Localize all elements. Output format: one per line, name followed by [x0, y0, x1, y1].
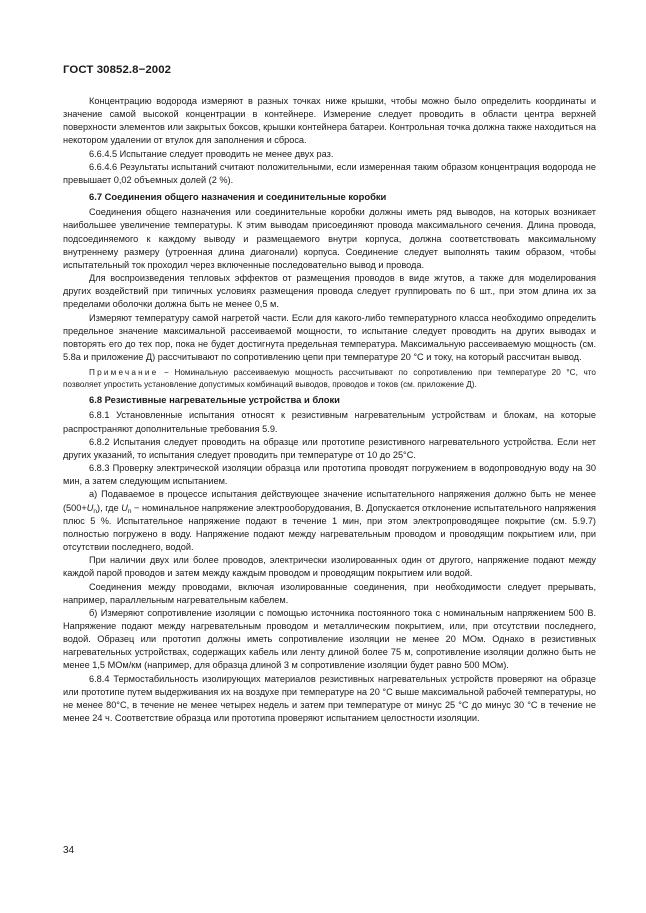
paragraph: 6.6.4.5 Испытание следует проводить не менее двух раз. — [89, 148, 334, 159]
document-header: ГОСТ 30852.8−2002 — [63, 64, 172, 76]
paragraph: 6.8.1 Установленные испытания относят к резистивным нагревательным устройствам и блокам, на которые распространяют дополнительные требования 5.9. — [63, 410, 596, 434]
subscript-n: n — [127, 507, 132, 515]
section-heading-6-8: 6.8 Резистивные нагревательные устройства и блоки — [89, 394, 340, 406]
paragraph: б) Измеряют сопротивление изоляции с помощью источника постоянного тока с номинальным напряжением 500 В. Напряжение подают между нагревательным проводом и металлическим покрытием, или, при отсутствии последнего, водой. Образец или прототип должны иметь сопротивление изоляции не менее 20 МОм. Однако в резистивных нагревательных устройствах, содержащих кабель или ленту длиной более 75 м, сопротивление изоляции должно быть не менее 1,5 МОм/км (например, для образца длиной 3 м сопротивление изоляции будет равно 500 МОм). — [63, 607, 596, 671]
note-lead: Примечание — [89, 368, 159, 378]
paragraph: Концентрацию водорода измеряют в разных точках ниже крышки, чтобы можно было определить координаты и значение самой высокой концентрации в контейнере. Измерение следует проводить в области центра верхней поверхности элементов или закрытых боксов, крышки контейнера батареи. Контрольная точка должна также находиться на некотором удалении от втулок для заполнения и сброса. — [63, 96, 596, 146]
document-body — [63, 95, 596, 725]
paragraph: Для воспроизведения тепловых эффектов от размещения проводов в виде жгутов, а также для моделирования других воздействий при типичных условиях размещения провода следует группировать по 6 шт., при этом длина их за пределами оболочки должна быть не менее 0,5 м. — [63, 273, 596, 310]
paragraph: Соединения общего назначения или соединительные коробки должны иметь ряд выводов, на которых возникает наибольшее увеличение температуры. К этим выводам присоединяют провода максимального сечения. Длина провода, подсоединяемого к каждому выводу и размещаемого внутри корпуса, должна соответствовать максимальному внутреннему размеру (утроенная длина диагонали) корпуса. Соединение следует выполнять таким образом, чтобы испытательный ток проходил через включенные последовательно вывод и провода. — [63, 207, 596, 270]
paragraph: 6.8.3 Проверку электрической изоляции образца или прототипа проводят погружением в водопроводную воду на 30 мин, а затем следующим испытанием. — [63, 463, 596, 487]
text-fragment: ), где — [97, 502, 122, 513]
note-text: − Номинальную рассеиваемую мощность рассчитывают по сопротивлению при температуре 20 °С, что позволяет упростить установление допустимых комбинаций выводов, проводов и токов (см. приложение Д). — [63, 368, 596, 389]
text-fragment: − номинальное напряжение электрооборудования, В. Допускается отклонение испытательного напряжения плюс 5 %. Испытательное напряжение подают в течение 1 мин, при этом электропроводящее покрытие (см. 5.9.7) полностью погружено в воду. Напряжение подают между нагревательным проводом и проводящим покрытием или, при отсутствии последнего, водой. — [63, 502, 596, 553]
symbol-u: U — [86, 502, 94, 513]
paragraph — [63, 488, 596, 554]
paragraph: 6.6.4.6 Результаты испытаний считают положительными, если измеренная таким образом концентрация водорода не превышает 0,02 объемных долей (2 %). — [63, 161, 596, 185]
subscript-n: n — [93, 507, 98, 515]
page-number: 34 — [63, 845, 75, 856]
text-fragment: а) Подаваемое в процессе испытания действующее значение испытательного напряжения должно быть не менее (500+ — [63, 489, 596, 513]
paragraph: При наличии двух или более проводов, электрически изолированных один от другого, напряжение подают между каждой парой проводов и затем между каждым проводом и проводящим покрытием или водой. — [63, 555, 596, 579]
note — [63, 367, 596, 390]
paragraph: Соединения между проводами, включая изолированные соединения, при необходимости следует прерывать, например, параллельным нагревательным кабелем. — [63, 581, 596, 605]
paragraph: 6.8.2 Испытания следует проводить на образце или прототипе резистивного нагревательного устройства. Если нет других указаний, то испытания следует проводить при температуре от 10 до 25°С. — [63, 436, 596, 460]
paragraph: Измеряют температуру самой нагретой части. Если для какого-либо температурного класса необходимо определить предельное значение максимальной рассеиваемой мощности, то испытание следует проводить на других выводах и повторять его до тех пор, пока не будет достигнута предельная температура. Максимальную рассеиваемую мощность (см. 5.8а и приложение Д) рассчитывают по сопротивлению цепи при температуре 20 °С и току, на который рассчитан вывод. — [63, 312, 596, 362]
symbol-u: U — [121, 502, 128, 513]
section-heading-6-7: 6.7 Соединения общего назначения и соединительные коробки — [89, 191, 387, 203]
paragraph: 6.8.4 Термостабильность изолирующих материалов резистивных нагревательных устройств проверяют на образце или прототипе путем выдерживания их на воздухе при температуре на 20 °С выше максимальной рабочей температуры, но не менее 80°С, в течение не менее четырех недель и затем при температуре от минус 25 °С до минус 30 °С в течение не менее 24 ч. Соответствие образца или прототипа проверяют испытанием целостности изоляции. — [63, 673, 596, 724]
